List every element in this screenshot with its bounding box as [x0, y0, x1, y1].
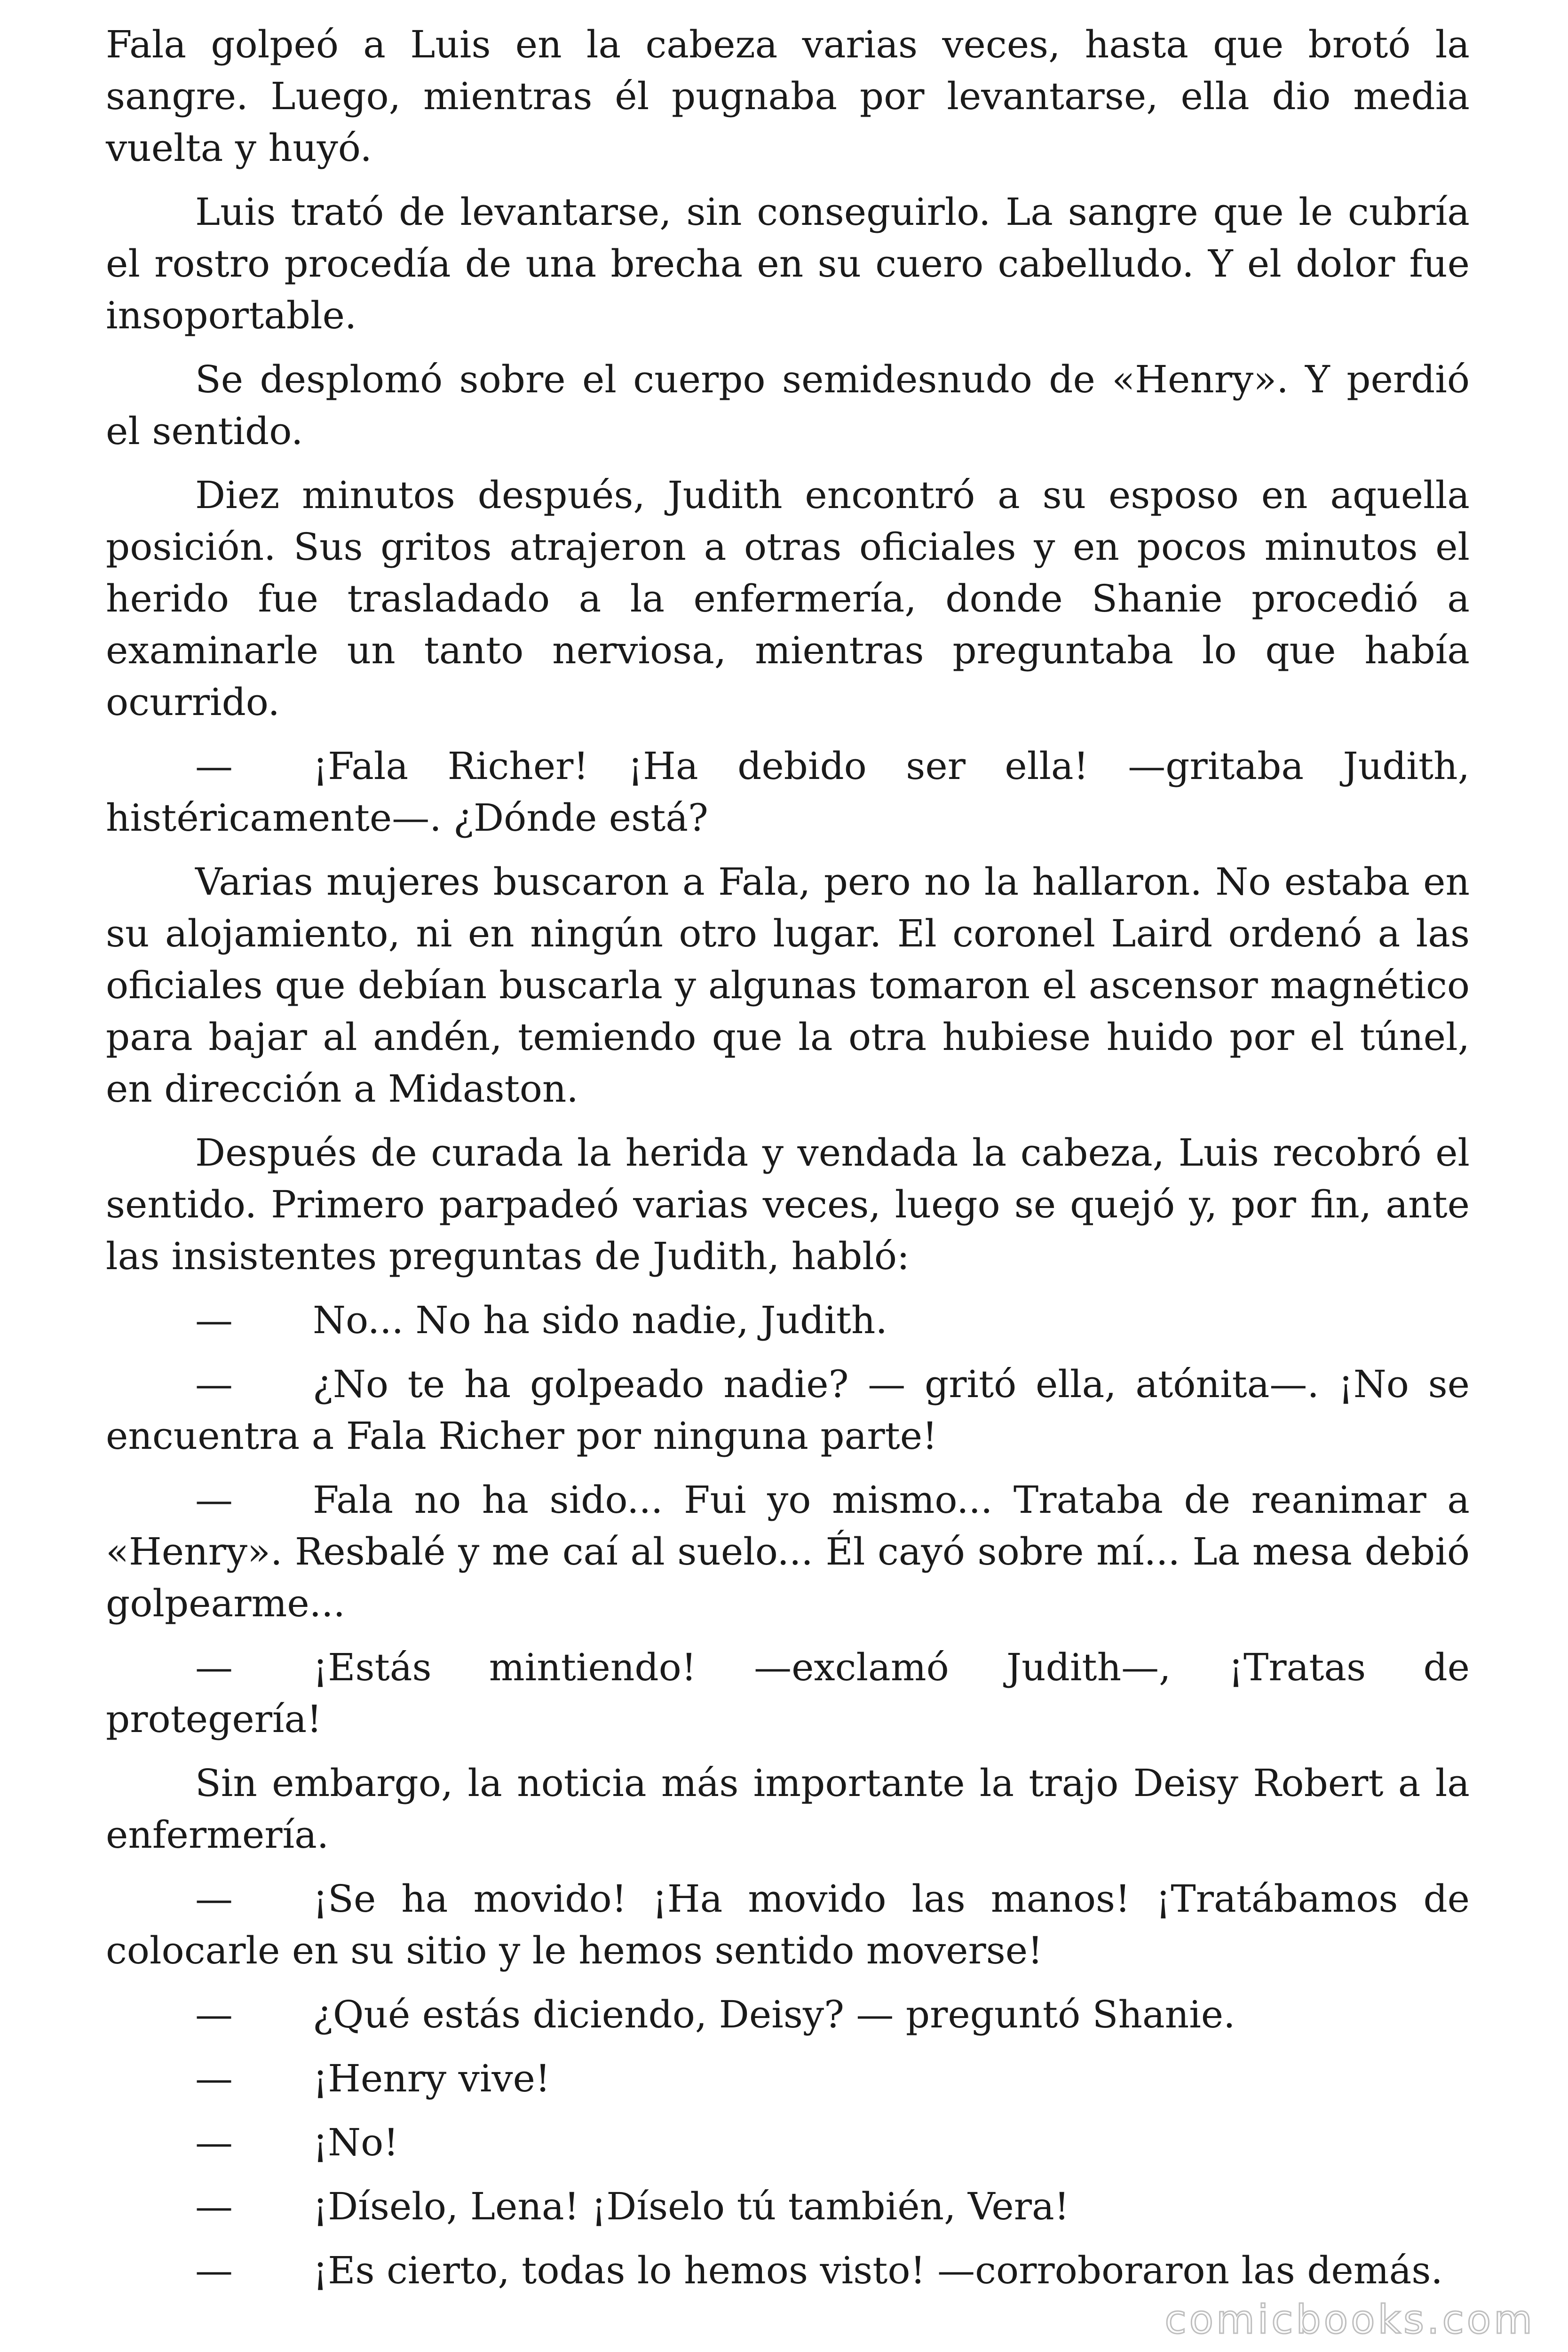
paragraph: Después de curada la herida y vendada la cabeza, Luis recobró el sentido. Primero parpadeó varias veces, luego se quejó y, por fin, ante las insistentes preguntas de Judith, habló: [106, 1131, 1470, 1278]
dialogue-dash: — [195, 1298, 233, 1342]
dialogue-text: No... No ha sido nadie, Judith. [313, 1298, 887, 1342]
dialogue-line [106, 1295, 1470, 1346]
dialogue-line [106, 1873, 1470, 1977]
dialogue-dash: — [195, 744, 233, 788]
dialogue-dash: — [195, 1645, 233, 1689]
paragraph: Fala golpeó a Luis en la cabeza varias veces, hasta que brotó la sangre. Luego, mientras él pugnaba por levantarse, ella dio media vuelta y huyó. [106, 23, 1470, 170]
dialogue-line [106, 2053, 1470, 2105]
dialogue-dash: — [195, 2057, 233, 2100]
dialogue-dash: — [195, 2185, 233, 2228]
dialogue-line [106, 2117, 1470, 2169]
dialogue-text: ¡Fala Richer! ¡Ha debido ser ella! —gritaba Judith, histéricamente—. ¿Dónde está? [106, 744, 1470, 840]
dialogue-line [106, 740, 1470, 844]
dialogue-line [106, 1642, 1470, 1745]
dialogue-dash: — [195, 1877, 233, 1921]
dialogue-dash: — [195, 1993, 233, 2036]
dialogue-dash: — [195, 2121, 233, 2164]
paragraph: Se desplomó sobre el cuerpo semidesnudo de «Henry». Y perdió el sentido. [106, 358, 1470, 453]
dialogue-text: ¡Díselo, Lena! ¡Díselo tú también, Vera! [313, 2185, 1069, 2228]
dialogue-line [106, 1989, 1470, 2041]
dialogue-line [106, 1474, 1470, 1629]
dialogue-text: ¿No te ha golpeado nadie? — gritó ella, atónita—. ¡No se encuentra a Fala Richer por ninguna parte! [106, 1362, 1470, 1458]
dialogue-text: ¿Qué estás diciendo, Deisy? — preguntó Shanie. [313, 1993, 1235, 2036]
paragraph: Luis trató de levantarse, sin conseguirlo. La sangre que le cubría el rostro procedía de una brecha en su cuero cabelludo. Y el dolor fue insoportable. [106, 190, 1470, 337]
paragraph: Sin embargo, la noticia más importante la trajo Deisy Robert a la enfermería. [106, 1761, 1470, 1857]
dialogue-text: ¡Henry vive! [313, 2057, 551, 2100]
watermark: comicbooks.com [1164, 2296, 1535, 2343]
dialogue-line [106, 1359, 1470, 1462]
dialogue-text: ¡Estás mintiendo! —exclamó Judith—, ¡Tratas de protegería! [106, 1645, 1470, 1741]
dialogue-dash: — [195, 2249, 233, 2292]
dialogue-text: ¡Se ha movido! ¡Ha movido las manos! ¡Tratábamos de colocarle en su sitio y le hemos sentido moverse! [106, 1877, 1470, 1972]
dialogue-dash: — [195, 1362, 233, 1406]
paragraph: Diez minutos después, Judith encontró a su esposo en aquella posición. Sus gritos atrajeron a otras oficiales y en pocos minutos el herido fue trasladado a la enfermería, donde Shanie procedió a examinarle un tanto nerviosa, mientras preguntaba lo que había ocurrido. [106, 473, 1470, 724]
dialogue-line [106, 2245, 1470, 2296]
dialogue-dash: — [195, 1478, 233, 1522]
paragraph: Varias mujeres buscaron a Fala, pero no la hallaron. No estaba en su alojamiento, ni en ningún otro lugar. El coronel Laird ordenó a las oficiales que debían buscarla y algunas tomaron el ascensor magnético para bajar al andén, temiendo que la otra hubiese huido por el túnel, en dirección a Midaston. [106, 860, 1470, 1111]
dialogue-text: ¡Es cierto, todas lo hemos visto! —corroboraron las demás. [313, 2249, 1443, 2292]
book-page [106, 19, 1470, 2309]
dialogue-text: ¡No! [313, 2121, 399, 2164]
dialogue-line [106, 2181, 1470, 2233]
dialogue-text: Fala no ha sido... Fui yo mismo... Trataba de reanimar a «Henry». Resbalé y me caí al suelo... Él cayó sobre mí... La mesa debió golpearme... [106, 1478, 1470, 1625]
